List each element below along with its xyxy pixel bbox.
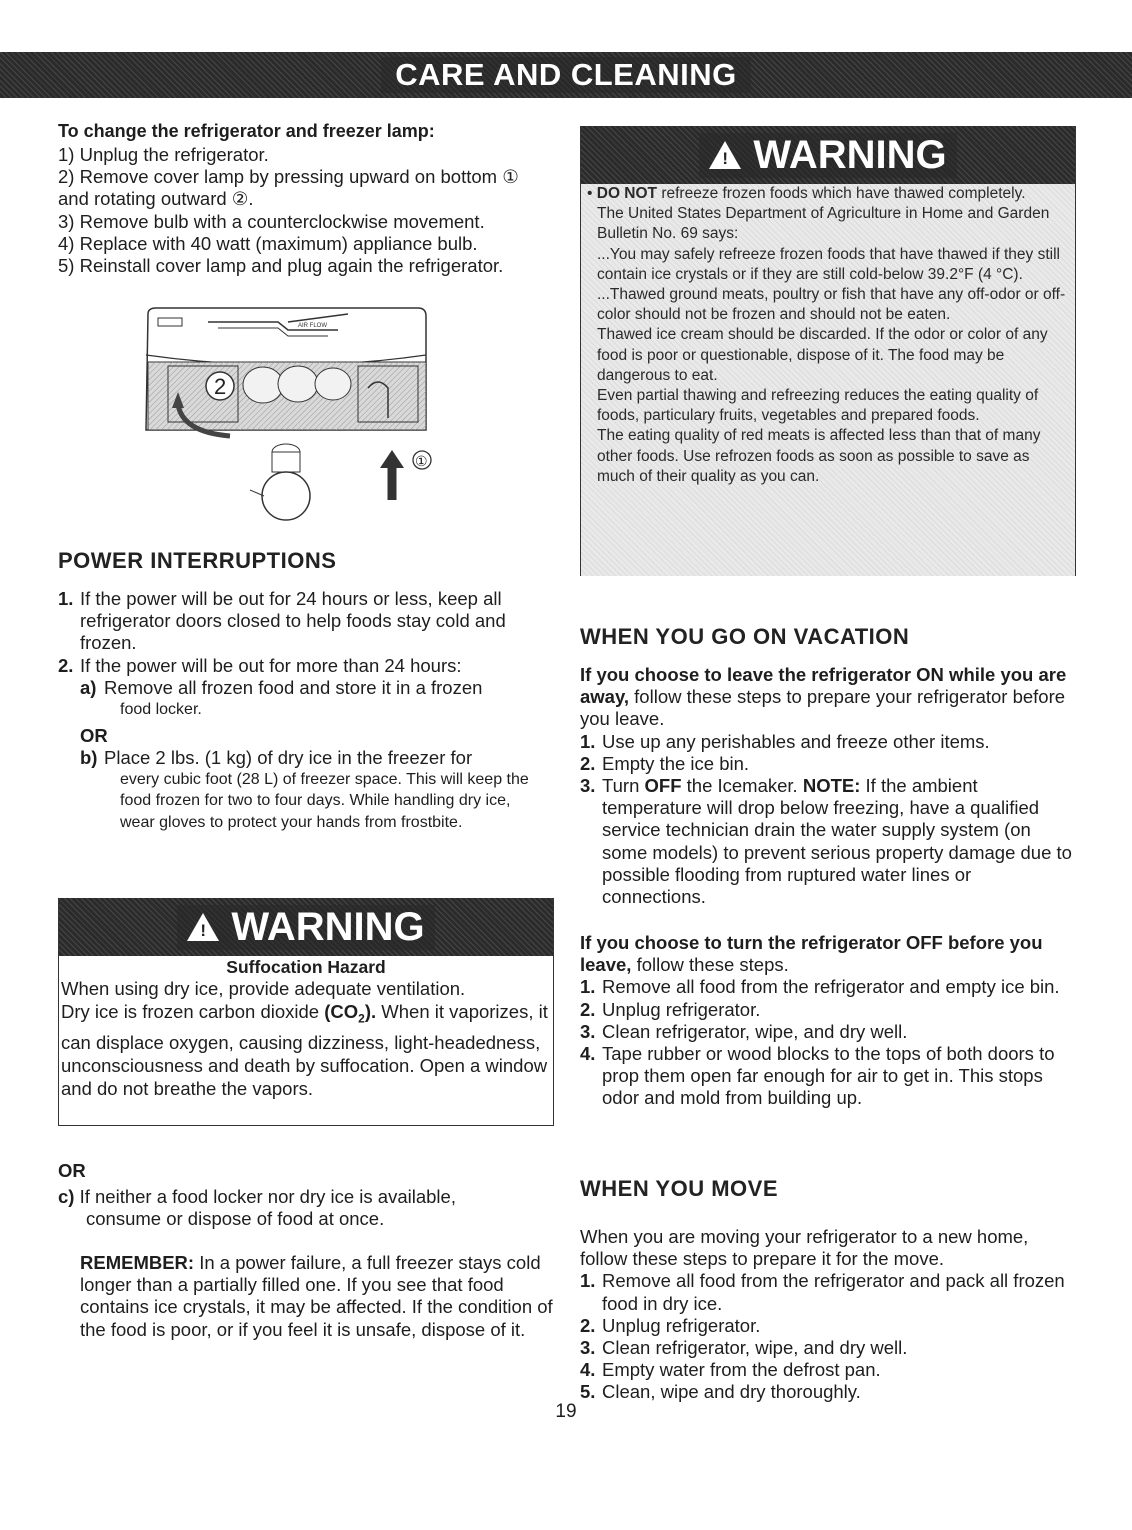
lamp-heading: To change the refrigerator and freezer lamp: [58,121,435,141]
intro-text: follow these steps. [631,954,789,976]
or-divider-2: OR [58,1160,86,1181]
vacation-off-section [580,932,1080,1110]
item-number: 3. [580,1337,596,1359]
item-number: 1. [580,976,596,998]
item-text: Tape rubber or wood blocks to the tops of both doors to prop them open far enough for air to get in. This stops odor and mold from building up. [602,1043,1055,1109]
intro-bold: If you choose to turn the refrigerator OFF before you leave, [580,932,1043,976]
item-number: 1. [580,1270,596,1292]
co2-subscript: 2 [358,1011,365,1026]
move-heading: WHEN YOU MOVE [580,1176,779,1201]
list-item [580,731,1080,753]
item-number: 5. [580,1381,596,1403]
warning-para-3: ...You may safely refreeze frozen foods that have thawed if they still contain ice crystals or if they are still cold-below 39.2°F (4 °C). [597,245,1060,283]
lamp-step-3: 3) Remove bulb with a counterclockwise movement. [58,210,485,232]
power-item-a [58,677,548,721]
list-item [580,1270,1070,1314]
vacation-off-intro [580,932,1080,976]
vacation-on-section [580,664,1080,908]
item-number: 4. [580,1043,596,1065]
list-item [580,1337,1070,1359]
item-text: Empty the ice bin. [602,752,750,774]
move-intro: When you are moving your refrigerator to a new home, follow these steps to prepare it for the move. [580,1226,1029,1270]
power-item-1 [58,588,548,655]
lamp-step-2: 2) Remove cover lamp by pressing upward on bottom ① [58,166,519,188]
list-item [580,1315,1070,1337]
suffocation-warning-box [58,898,554,1126]
warning-para-4: ...Thawed ground meats, poultry or fish that have any off-odor or off-color should not be frozen and should not be eaten. [597,286,1066,324]
co2-part: (CO [324,1001,359,1022]
co2-formula [324,1001,377,1026]
warning-title: WARNING [231,904,425,949]
vacation-on-list [580,731,1080,909]
off-label: OFF [644,775,682,797]
bullet-icon: • [587,185,593,202]
list-item [580,976,1080,998]
remember-label: REMEMBER: [80,1252,195,1273]
lamp-step-2-cont: and rotating outward ②. [58,188,254,210]
lamp-step-5: 5) Reinstall cover lamp and plug again the refrigerator. [58,255,504,277]
co2-end: ). [364,1001,377,1022]
item-number: 2. [580,752,596,774]
item-letter: c) [58,1186,75,1207]
item-text: If the power will be out for more than 24 hours: [80,654,462,676]
item-number: 1. [58,588,74,609]
airflow-label: AIR FLOW [298,323,328,329]
item-text: Unplug refrigerator. [602,998,761,1020]
item-text-cont: consume or dispose of food at once. [86,1208,385,1230]
warning-title: WARNING [753,132,947,177]
vacation-off-list [580,976,1080,1109]
item-number: 2. [580,998,596,1020]
item-text: Remove all frozen food and store it in a frozen [104,676,483,698]
warning-body [61,977,549,1100]
item-text: Use up any perishables and freeze other items. [602,730,990,752]
warning-header [581,126,1075,184]
section-banner [0,52,1132,98]
list-item [580,1043,1080,1110]
item-text: Turn [602,775,645,797]
item-text: Place 2 lbs. (1 kg) of dry ice in the freezer for [104,746,473,768]
item-number: 3. [580,775,596,797]
warning-line-2 [61,1000,549,1100]
item-text: Remove all food from the refrigerator and pack all frozen food in dry ice. [602,1270,1065,1314]
warning-text: Dry ice is frozen carbon dioxide [61,1001,325,1022]
item-text: If neither a food locker nor dry ice is available, [79,1186,456,1207]
warning-text-cont: When it vaporizes, it can displace oxygen, causing dizziness, light-headedness, unconsciousness and death by suffocation. Open a window and do not breathe the vapors. [61,1001,548,1099]
item-text: Empty water from the defrost pan. [602,1359,881,1381]
list-item [580,775,1080,908]
item-letter: b) [80,746,98,768]
item-text: Clean refrigerator, wipe, and dry well. [602,1020,908,1042]
power-item-2 [58,655,548,677]
power-list [58,588,548,833]
list-item [580,999,1080,1021]
power-item-b [58,747,548,834]
warning-subtitle: Suffocation Hazard [226,957,386,977]
warning-line-1: When using dry ice, provide adequate ventilation. [61,978,466,999]
warning-para-7: The eating quality of red meats is affected less than that of many other foods. Use refrozen foods as soon as possible to save as much of their quality as you can. [597,427,1041,485]
or-divider: OR [80,724,108,746]
move-section [580,1226,1070,1404]
remember-text: In a power failure, a full freezer stays cold longer than a partially filled one. If you see that food contains ice crystals, it may be affected. If the condition of the food is poor, or if you feel it is unsafe, dispose of it. [80,1252,553,1340]
move-list [580,1270,1070,1403]
item-number: 2. [58,654,74,676]
warning-para-5: Thawed ice cream should be discarded. If the odor or color of any food is poor or questionable, dispose of it. The food may be dangerous to eat. [597,326,1048,384]
callout-2: 2 [214,374,227,399]
power-interruptions-heading: POWER INTERRUPTIONS [58,548,337,573]
note-label: NOTE: [802,775,861,797]
section-title: CARE AND CLEANING [381,57,750,93]
list-item [580,753,1080,775]
vacation-on-intro [580,664,1080,731]
item-text: Remove all food from the refrigerator and empty ice bin. [602,976,1060,998]
item-text: If the power will be out for 24 hours or less, keep all refrigerator doors closed to help foods stay cold and frozen. [80,588,506,654]
item-text-cont: food locker. [120,701,202,719]
do-not-label: DO NOT [596,185,658,202]
warning-para-2: The United States Department of Agriculture in Home and Garden Bulletin No. 69 says: [597,205,1050,243]
callout-1: ① [415,453,428,469]
list-item [580,1021,1080,1043]
warning-para-6: Even partial thawing and refreezing reduces the eating quality of foods, particulary fruits, vegetables and prepared foods. [597,387,1039,425]
lamp-diagram [138,300,438,522]
item-text: If the ambient temperature will drop below freezing, have a qualified service technician drain the water supply system (on some models) to prevent serious property damage due to possible flooding from ruptured water lines or connections. [602,775,1072,908]
lamp-steps [58,144,558,277]
lamp-step-1: 1) Unplug the refrigerator. [58,144,269,165]
refreeze-warning-box [580,126,1076,576]
item-number: 2. [580,1314,596,1336]
warning-body-background [581,184,1075,576]
intro-text: follow these steps to prepare your refrigerator before you leave. [580,686,1066,730]
warning-body [587,184,1071,572]
item-letter: a) [80,676,97,698]
item-text: Clean, wipe and dry thoroughly. [602,1381,861,1403]
warning-triangle-icon: ! [187,913,219,941]
warning-header [59,898,553,956]
warning-para-1 [587,184,1071,204]
item-text-cont: every cubic foot (28 L) of freezer space. This will keep the food frozen for two to four days. While handling dry ice, wear gloves to protect your hands from frostbite. [120,770,529,831]
lamp-step-4: 4) Replace with 40 watt (maximum) appliance bulb. [58,232,478,254]
warning-text: refreeze frozen foods which have thawed completely. [657,185,1026,202]
vacation-heading: WHEN YOU GO ON VACATION [580,624,910,649]
remember-note [80,1252,560,1341]
page-number: 19 [555,1401,577,1422]
item-text: the Icemaker. [681,775,803,797]
item-number: 3. [580,1020,596,1042]
intro-bold: If you choose to leave the refrigerator ON while you are away, [580,664,1067,708]
power-item-c [58,1186,548,1230]
item-number: 1. [580,730,596,752]
list-item [580,1359,1070,1381]
item-text: Unplug refrigerator. [602,1314,761,1336]
warning-triangle-icon: ! [709,141,741,169]
item-number: 4. [580,1359,596,1381]
item-text: Clean refrigerator, wipe, and dry well. [602,1337,908,1359]
